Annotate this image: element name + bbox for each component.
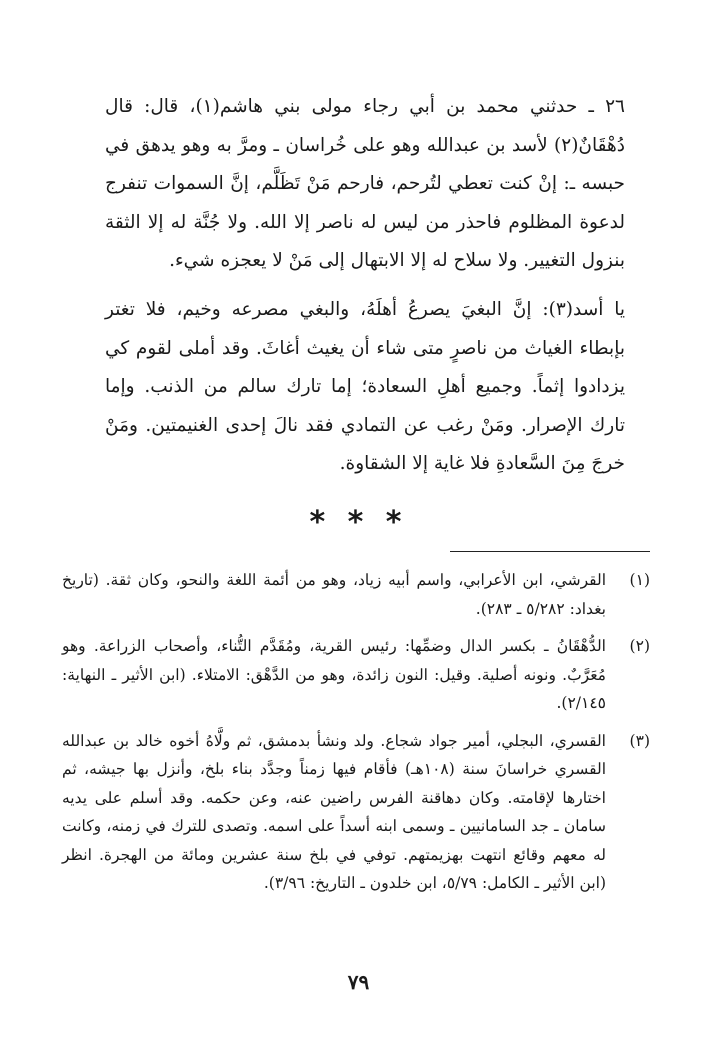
footnote-text: القسري، البجلي، أمير جواد شجاع. ولد ونشأ بدمشق، ثم ولَّاهُ أخوه خالد بن عبدالله القسري خراسانَ سنة (١٠٨هـ) فأقام فيها زمناً وجدَّد بناء بلخ، وأنزل بها جيشه، ثم اختارها لإقامته. وكان دهاقنة الفرس راضين عنه، وعن حكمه. وقد أسلم على يديه سامان ـ جد السامانيين ـ وسمى ابنه أسداً على اسمه. وتصدى للترك في زمنه، وكانت له معهم وقائع انتهت بهزيمتهم. توفي في بلخ سنة عشرين ومائة من الهجرة. انظر (ابن الأثير ـ الكامل: ٥/٧٩، ابن خلدون ـ التاريخ: ٣/٩٦). xyxy=(62,731,606,892)
footnote-text: القرشي، ابن الأعرابي، واسم أبيه زياد، وهو من أئمة اللغة والنحو، وكان ثقة. (تاريخ بغداد: ٥/٢٨٢ ـ ٢٨٣). xyxy=(62,571,606,618)
footnote xyxy=(62,566,650,623)
footnotes xyxy=(62,566,650,907)
section-separator: * * * xyxy=(309,505,408,540)
paragraph-narration: ٢٦ ـ حدثني محمد بن أبي رجاء مولى بني هاشم(١)، قال: قال دُهْقَانٌ(٢) لأسد بن عبدالله وهو على خُراسان ـ ومرَّ به وهو يدهق في حبسه ـ: إنْ كنت تعطي لتُرحم، فارحم مَنْ تَظَلَّم، إنَّ السموات تنفرج لدعوة المظلوم فاحذر من ليس له ناصر إلا الله. ولا جُنَّة له إلا الثقة بنزول التغيير. ولا سلاح له إلا الابتهال إلى مَنْ لا يعجزه شيء. xyxy=(105,96,625,272)
footnote-number: (١) xyxy=(629,571,650,589)
footnote xyxy=(62,632,650,718)
footnote xyxy=(62,727,650,898)
footnote-number: (٣) xyxy=(629,731,650,750)
main-text xyxy=(105,88,625,484)
footnote-number: (٢) xyxy=(629,637,650,655)
page-number: ٧٩ xyxy=(347,970,370,994)
footnote-text: الدُّهْقَانُ ـ بكسر الدال وضمِّها: رئيس القرية، ومُقَدَّم التُّناء، وأصحاب الزراعة. وهو مُعَرَّبٌ. ونونه أصلية. وقيل: النون زائدة، وهو من الدَّهْق: الامتلاء. (ابن الأثير ـ النهاية: ٢/١٤٥). xyxy=(62,637,606,712)
footnote-divider xyxy=(450,551,650,552)
paragraph-advice: يا أسد(٣): إنَّ البغيَ يصرعُ أهلَهُ، والبغي مصرعه وخيم، فلا تغتر بإبطاء الغياث من ناصرٍ متى شاء أن يغيث أغاثَ. وقد أملى لقوم كي يزدادوا إثماً. وجميع أهلِ السعادة؛ إما تارك سالم من الذنب. وإما تارك الإصرار. ومَنْ رغب عن التمادي فقد نالَ إحدى الغنيمتين. ومَنْ خرجَ مِنَ السَّعادةِ فلا غاية إلا الشقاوة. xyxy=(105,298,625,475)
